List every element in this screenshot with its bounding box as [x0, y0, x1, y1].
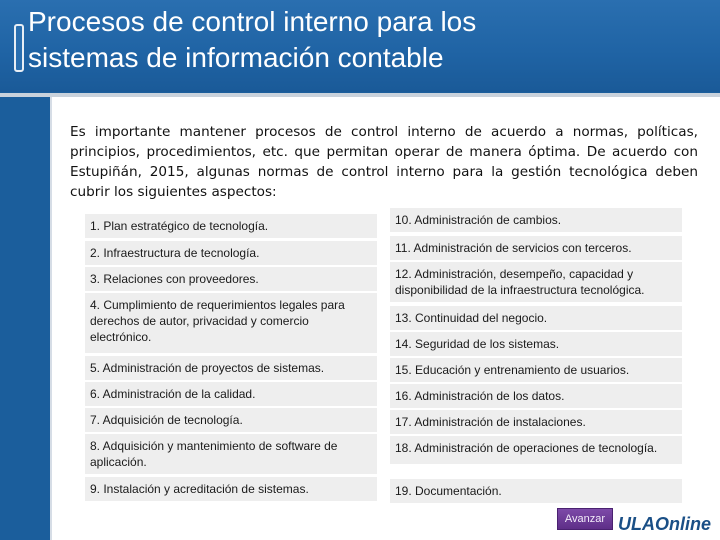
list-item: 15. Educación y entrenamiento de usuarios.	[390, 358, 682, 382]
list-item: 17. Administración de instalaciones.	[390, 410, 682, 434]
list-item: 4. Cumplimiento de requerimientos legales para derechos de autor, privacidad y comercio electrónico.	[85, 293, 377, 353]
slide-title	[28, 4, 708, 76]
list-item: 6. Administración de la calidad.	[85, 382, 377, 406]
logo-text-online: Online	[655, 514, 712, 534]
intro-paragraph: Es importante mantener procesos de control interno de acuerdo a normas, políticas, principios, procedimientos, etc. que permitan operar de manera óptima. De acuerdo con Estupiñán, 2015, algunas normas de control interno para la gestión tecnológica deben cubrir los siguientes aspectos:	[70, 124, 698, 200]
list-item: 19. Documentación.	[390, 479, 682, 503]
logo-text-ula: ULA	[618, 514, 655, 534]
slide-title-line-2: sistemas de información contable	[28, 42, 444, 73]
title-accent-bar	[14, 24, 24, 72]
list-item: 12. Administración, desempeño, capacidad y disponibilidad de la infraestructura tecnológica.	[390, 262, 682, 302]
next-button[interactable]: Avanzar	[557, 508, 613, 530]
list-item: 1. Plan estratégico de tecnología.	[85, 214, 377, 238]
list-item: 14. Seguridad de los sistemas.	[390, 332, 682, 356]
list-item: 8. Adquisición y mantenimiento de software de aplicación.	[85, 434, 377, 474]
list-item: 13. Continuidad del negocio.	[390, 306, 682, 330]
list-item: 10. Administración de cambios.	[390, 208, 682, 232]
list-item: 11. Administración de servicios con terceros.	[390, 236, 682, 260]
list-item: 9. Instalación y acreditación de sistemas.	[85, 477, 377, 501]
left-side-band	[0, 97, 50, 540]
list-item: 7. Adquisición de tecnología.	[85, 408, 377, 432]
list-item: 3. Relaciones con proveedores.	[85, 267, 377, 291]
list-item: 16. Administración de los datos.	[390, 384, 682, 408]
ula-online-logo	[618, 510, 718, 538]
list-item: 2. Infraestructura de tecnología.	[85, 241, 377, 265]
slide-title-line-1: Procesos de control interno para los	[28, 6, 477, 37]
list-item: 5. Administración de proyectos de sistemas.	[85, 356, 377, 380]
list-item: 18. Administración de operaciones de tecnología.	[390, 436, 682, 464]
